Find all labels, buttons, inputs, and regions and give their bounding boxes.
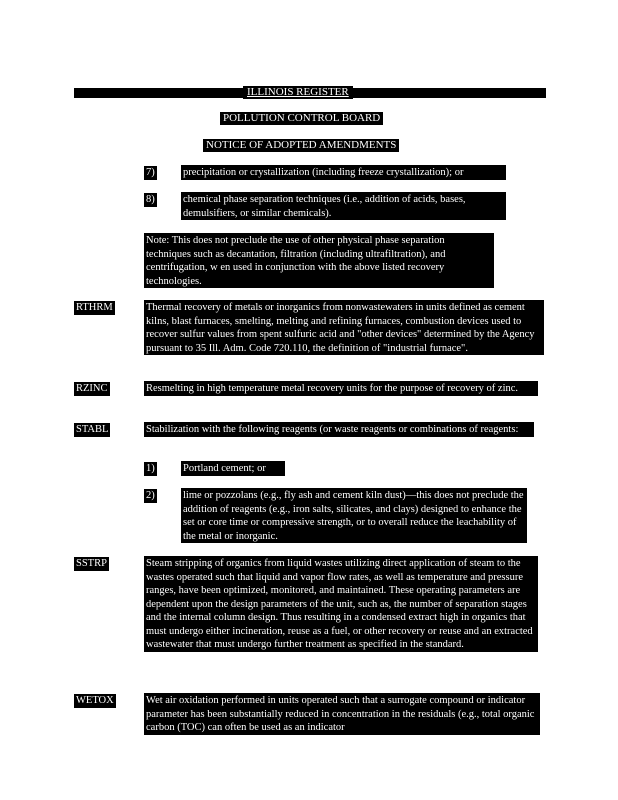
item-number: 1) xyxy=(146,463,155,474)
item-number: 7) xyxy=(146,167,155,178)
item-text: lime or pozzolans (e.g., fly ash and cement kiln dust)—this does not preclude the addition of reagents (e.g., iron salts, silicates, and clays) designed to enhance the set or core time or compressive strength, or to overall reduce the leachability of the metal or inorganic. xyxy=(181,488,527,543)
definition-text: Resmelting in high temperature metal recovery units for the purpose of recovery of zinc. xyxy=(144,381,538,396)
register-title: ILLINOIS REGISTER xyxy=(243,86,353,99)
notice-title: NOTICE OF ADOPTED AMENDMENTS xyxy=(203,139,399,152)
item-number: 8) xyxy=(146,194,155,205)
code-label: RTHRM xyxy=(76,302,113,313)
definition-text: Wet air oxidation performed in units operated such that a surrogate compound or indicator parameter has been substantially reduced in concentration in the residuals (e.g., total organic carbon (TOC) can often be used as an indicator xyxy=(144,693,540,735)
item-text: chemical phase separation techniques (i.e., addition of acids, bases, demulsifiers, or similar chemicals). xyxy=(181,192,506,220)
note-paragraph: Note: This does not preclude the use of other physical phase separation techniques such as decantation, filtration (including ultrafiltration), and centrifugation, w en used in conjunction with the above listed recovery technologies. xyxy=(144,233,494,288)
definition-text: Steam stripping of organics from liquid wastes utilizing direct application of steam to the wastes operated such that liquid and vapor flow rates, as well as temperature and pressure ranges, have been optimized, monitored, and maintained. These operating parameters are dependent upon the design parameters of the unit, such as, the number of separation stages and the internal column design. Thus resulting in a condensed extract high in organics that must undergo either incineration, reuse as a fuel, or other recovery or reuse and an extracted wastewater that must undergo further treatment as specified in the standard. xyxy=(144,556,538,652)
item-number: 2) xyxy=(146,490,155,501)
item-text: precipitation or crystallization (including freeze crystallization); or xyxy=(181,165,506,180)
definition-text: Stabilization with the following reagents (or waste reagents or combinations of reagents: xyxy=(144,422,534,437)
board-title: POLLUTION CONTROL BOARD xyxy=(220,112,383,125)
code-label: WETOX xyxy=(76,695,114,706)
code-label: SSTRP xyxy=(76,558,107,569)
item-text: Portland cement; or xyxy=(181,461,285,476)
code-label: RZINC xyxy=(76,383,108,394)
definition-text: Thermal recovery of metals or inorganics from nonwastewaters in units defined as cement kilns, blast furnaces, smelting, melting and refining furnaces, combustion devices used to recover sulfur values from spent sulfuric acid and "other devices" determined by the Agency pursuant to 35 Ill. Adm. Code 720.110, the definition of "industrial furnace". xyxy=(144,300,544,355)
code-label: STABL xyxy=(76,424,109,435)
